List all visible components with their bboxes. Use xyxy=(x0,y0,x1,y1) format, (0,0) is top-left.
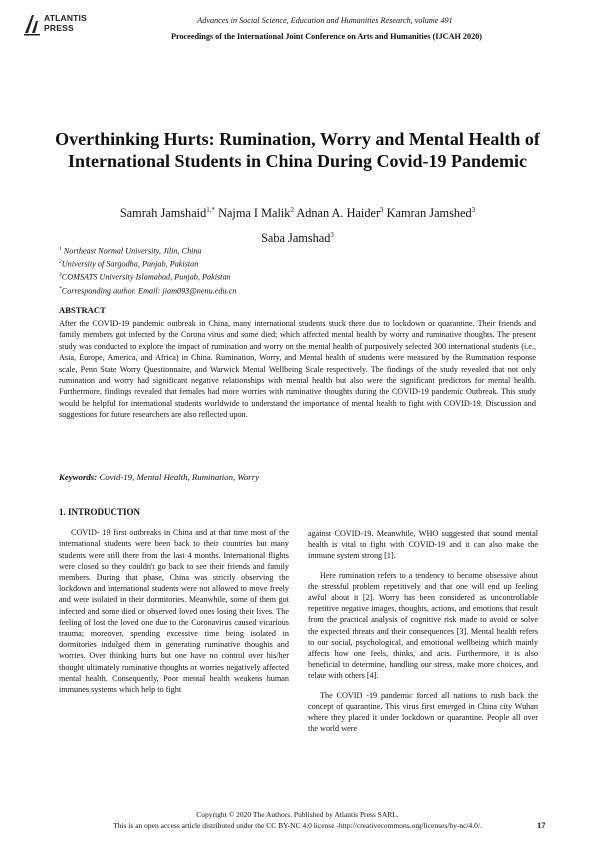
publisher-name-line2: PRESS xyxy=(44,23,74,33)
author-affiliation-mark: 3 xyxy=(330,231,334,240)
keywords xyxy=(59,472,259,482)
keywords-text: Covid-19, Mental Health, Rumination, Worry xyxy=(99,472,260,482)
abstract-heading: ABSTRACT xyxy=(59,305,106,315)
affiliation-item xyxy=(59,270,236,283)
affiliation-text: Northeast Normal University, Jilin, China xyxy=(63,246,202,256)
footer-license: This is an open access article distributed under the CC BY-NC 4.0 license -http://creativecommons.org/licenses/by-nc/4.0/. xyxy=(113,821,482,830)
affiliation-mark: 2 xyxy=(59,259,62,266)
keywords-label: Keywords: xyxy=(59,472,98,482)
affiliation-item xyxy=(59,257,236,270)
body-paragraph: Here rumination refers to a tendency to become obsessive about the stressful problem repetitively and that one will end up feeling awful about it [2]. Worry has been considered as uncontrollable repetitive negative images, thoughts, actions, and emotions that result from the practical analysis of cognitive risk made to avoid or solve the expected threats and their consequences [3]. Mental health refers to our social, psychological, and emotional wellbeing which mainly affects how one feels, thinks, and acts. Furthermore, it is also beneficial to determine, handling our stress, make more choices, and relate with others [4]. xyxy=(308,570,538,681)
right-column xyxy=(308,528,538,742)
author-affiliation-mark: 3 xyxy=(471,206,476,214)
author-name: Saba Jamshad xyxy=(261,231,331,246)
affiliation-text: University of Sargodha, Punjab, Pakistan xyxy=(61,259,199,269)
running-head-proceedings: Proceedings of the International Joint Conference on Arts and Humanities (IJCAH 2020) xyxy=(170,32,483,41)
author-list xyxy=(40,199,555,249)
affiliation-item xyxy=(59,244,236,257)
body-paragraph: The COVID -19 pandemic forced all nations to rush back the concept of quarantine. This virus first emerged in China city Wuhan where they placed it under lockdown or quarantine. People all over the world were xyxy=(308,690,538,734)
body-paragraph: against COVID-19. Meanwhile, WHO suggested that sound mental health is vital to fight with COVID-19 and it can also make the immune system strong [1]. xyxy=(308,529,538,561)
affiliation-mark: * xyxy=(59,285,62,292)
author-name: Najma I Malik xyxy=(218,206,291,221)
left-column xyxy=(59,507,289,703)
corresponding-author-email: Corresponding author. Email: jiam093@nenu.edu.cn xyxy=(61,286,237,296)
running-head-series: Advances in Social Science, Education and Humanities Research, volume 491 xyxy=(197,16,453,25)
affiliation-list xyxy=(59,244,236,297)
affiliation-mark: 1 xyxy=(59,246,62,252)
publisher-name-line1: ATLANTIS xyxy=(44,13,87,23)
author-affiliation-mark: 2 xyxy=(290,206,294,214)
author-affiliation-mark: 3 xyxy=(380,206,384,214)
author-name: Adnan A. Haider xyxy=(296,206,381,221)
abstract-text: After the COVID-19 pandemic outbreak in China, many international students stuck there due to lockdown or quarantine. Their friends and family members got infected by the Corona virus and some died; which affected mental health by worry and ruminative thoughts. The present study was conducted to explore the impact of rumination and worry on the mental health of purposively selected 300 international students (i.e., Asia, Europe, America, and Africa) in China. Rumination, Worry, and Mental health of students were measured by the Rumination response scale, Penn State Worry Questionnaire, and Warwick Mental Wellbeing Scale respectively. The findings of the study revealed that not only rumination and worry had significant negative relationships with mental health but also were the significant predictors for mental health. Furthermore, findings revealed that females had more worries with ruminative thoughts during the COVID-19 pandemic Outbreak. This study would be helpful for international students worldwide to understand the importance of mental health to fight with COVID-19. Discussion and suggestions for future researchers are also reflected upon. xyxy=(59,319,536,420)
affiliation-mark: 3 xyxy=(59,272,62,279)
paper-title: Overthinking Hurts: Rumination, Worry and Mental Health of International Students in China During Covid-19 Pandemic xyxy=(55,129,540,171)
author-affiliation-mark: 1,* xyxy=(206,206,215,214)
author-name: Kamran Jamshed xyxy=(386,206,472,221)
body-paragraph: COVID- 19 first outbreaks in China and at that time most of the international students were been back to their countries but many students were still there from the last 4 months. International flights were closed so they couldn't go back to see their friends and family members. During that phase, China was strictly observing the lockdown and international students were not allowed to move freely and were isolated in their dormitories. Meanwhile, some of them got infected and some died or observed loved ones losing their lives. The feeling of lost the loved one due to the Coronavirus caused vicarious trauma; moreover, spending excessive time being isolated in dormitories indulged them in generating ruminative thoughts and worries. Over thinking hurts but one have no control over his/her thought ultimately ruminative thoughts or worries negatively affected mental health. Consequently, Poor mental health weakens human immunes systems which help to fight xyxy=(59,528,289,695)
section-heading-introduction: 1. INTRODUCTION xyxy=(59,507,141,517)
footer-copyright: Copyright © 2020 The Authors. Published by Atlantis Press SARL. xyxy=(196,810,399,819)
page-number: 17 xyxy=(537,820,546,830)
author-name: Samrah Jamshaid xyxy=(119,206,207,221)
affiliation-text: COMSATS University Islamabad, Punjab, Pakistan xyxy=(61,273,231,283)
author-line-1 xyxy=(40,199,555,224)
affiliation-item xyxy=(59,284,236,297)
